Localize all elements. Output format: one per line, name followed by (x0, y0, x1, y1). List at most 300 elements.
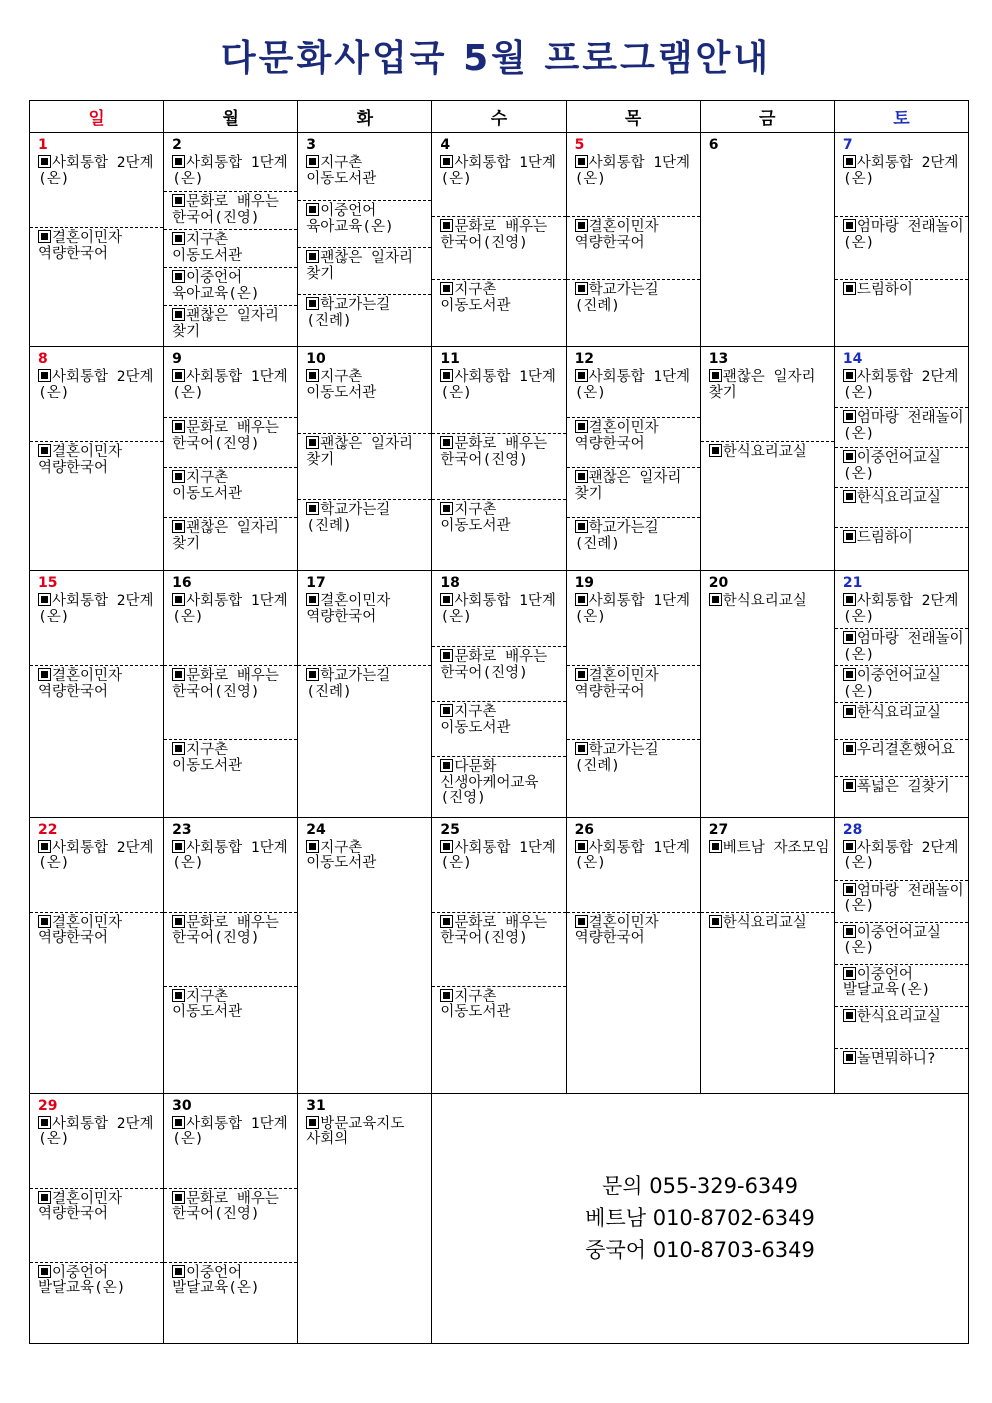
checkbox-bullet-icon (843, 410, 856, 423)
contact-line-vietnamese: 베트남 010-8702-6349 (585, 1206, 815, 1230)
day-number: 11 (440, 351, 460, 368)
day-number: 28 (842, 821, 863, 838)
program-label: 한식요리교실 (722, 593, 807, 610)
checkbox-bullet-icon (306, 668, 319, 681)
day-number: 2 (172, 137, 182, 153)
program-label: 사회통합 1단계(온) (574, 369, 691, 401)
program-label: 사회통합 2단계(온) (38, 155, 154, 187)
checkbox-bullet-icon (709, 840, 722, 853)
checkbox-bullet-icon (172, 420, 185, 433)
program-label: 문화로 배우는 한국어(진영) (172, 420, 279, 452)
checkbox-bullet-icon (38, 230, 51, 243)
program-item (30, 591, 163, 665)
checkbox-bullet-icon (172, 470, 185, 483)
weekday-header-row (30, 101, 969, 133)
checkbox-bullet-icon (843, 1051, 856, 1064)
checkbox-bullet-icon (843, 593, 856, 606)
program-label: 엄마랑 전래놀이(온) (842, 631, 964, 663)
program-item (164, 838, 297, 912)
day-number: 22 (38, 821, 58, 838)
checkbox-bullet-icon (172, 989, 185, 1002)
program-list (30, 1114, 163, 1336)
program-label: 괜찮은 일자리 찾기 (306, 250, 414, 282)
program-item (567, 216, 700, 279)
checkbox-bullet-icon (440, 704, 453, 717)
checkbox-bullet-icon (172, 194, 185, 207)
program-item (164, 367, 297, 417)
program-item (30, 153, 163, 227)
program-item (298, 591, 431, 665)
program-item (30, 665, 163, 739)
program-label: 지구촌 이동도서관 (172, 988, 243, 1021)
program-label: 이중언어교실(온) (842, 668, 941, 700)
day-number: 12 (574, 351, 595, 368)
program-item (164, 986, 297, 1060)
program-list (164, 367, 297, 567)
program-label: 결혼이민자 역량한국어 (306, 593, 391, 625)
program-label: 결혼이민자 역량한국어 (38, 230, 123, 262)
checkbox-bullet-icon (38, 840, 51, 853)
program-list (30, 838, 163, 986)
day-cell (30, 571, 164, 817)
program-list (298, 1114, 431, 1188)
checkbox-bullet-icon (172, 1265, 185, 1278)
checkbox-bullet-icon (843, 925, 856, 938)
day-cell (164, 347, 298, 571)
checkbox-bullet-icon (172, 593, 185, 606)
day-cell (30, 133, 164, 347)
weekday-wednesday: 수 (432, 101, 566, 133)
program-item (298, 153, 431, 200)
day-number: 8 (38, 351, 48, 368)
program-item (567, 838, 700, 912)
checkbox-bullet-icon (172, 308, 185, 321)
program-label: 사회통합 1단계(온) (172, 155, 288, 187)
program-label: 결혼이민자 역량한국어 (574, 914, 659, 947)
program-item (164, 229, 297, 267)
checkbox-bullet-icon (575, 840, 588, 853)
checkbox-bullet-icon (843, 450, 856, 463)
day-number: 30 (172, 1097, 192, 1114)
program-item (835, 407, 968, 447)
checkbox-bullet-icon (843, 282, 856, 295)
program-item (164, 912, 297, 986)
program-list (835, 153, 968, 342)
program-label: 엄마랑 전래놀이(온) (842, 882, 964, 915)
program-item (164, 417, 297, 467)
program-label: 괜찮은 일자리 찾기 (708, 369, 816, 401)
program-item (835, 527, 968, 567)
program-item (567, 279, 700, 342)
program-item (298, 247, 431, 294)
program-item (30, 838, 163, 912)
program-label: 엄마랑 전래놀이(온) (842, 410, 964, 442)
checkbox-bullet-icon (38, 155, 51, 168)
program-item (164, 153, 297, 191)
checkbox-bullet-icon (172, 369, 185, 382)
day-cell (30, 347, 164, 571)
program-item (701, 591, 834, 665)
contact-line-inquiry: 문의 055-329-6349 (601, 1174, 799, 1198)
day-number: 24 (306, 821, 326, 838)
checkbox-bullet-icon (709, 444, 722, 457)
program-label: 드림하이 (856, 530, 913, 547)
program-item (30, 367, 163, 441)
program-item (835, 964, 968, 1006)
day-number: 26 (574, 821, 595, 838)
program-list (164, 838, 297, 1060)
checkbox-bullet-icon (172, 232, 185, 245)
program-list (835, 838, 968, 1090)
program-list (835, 367, 968, 567)
day-cell (834, 133, 968, 347)
checkbox-bullet-icon (843, 631, 856, 644)
checkbox-bullet-icon (306, 1116, 319, 1129)
program-label: 사회통합 1단계(온) (574, 593, 691, 625)
program-item (164, 517, 297, 567)
program-label: 사회통합 2단계(온) (38, 593, 154, 625)
checkbox-bullet-icon (172, 155, 185, 168)
program-list (432, 838, 565, 1060)
day-number: 19 (574, 575, 595, 592)
program-item (298, 200, 431, 247)
program-label: 결혼이민자 역량한국어 (38, 1190, 123, 1223)
program-item (567, 367, 700, 417)
checkbox-bullet-icon (843, 219, 856, 232)
day-cell (298, 347, 432, 571)
day-number: 9 (172, 351, 182, 368)
program-item (567, 517, 700, 567)
day-cell (700, 133, 834, 347)
program-list (432, 591, 565, 811)
day-number: 27 (708, 821, 729, 838)
day-cell (298, 817, 432, 1093)
program-item (432, 499, 565, 565)
program-label: 문화로 배우는 한국어(진영) (172, 194, 279, 226)
program-label: 사회통합 2단계(온) (842, 369, 959, 401)
week-row (30, 133, 969, 347)
checkbox-bullet-icon (172, 1191, 185, 1204)
checkbox-bullet-icon (38, 369, 51, 382)
program-label: 괜찮은 일자리 찾기 (172, 308, 279, 340)
checkbox-bullet-icon (843, 883, 856, 896)
day-cell (164, 817, 298, 1093)
program-item (432, 433, 565, 499)
checkbox-bullet-icon (843, 490, 856, 503)
day-number: 20 (708, 575, 729, 592)
program-label: 문화로 배우는 한국어(진영) (172, 668, 279, 700)
program-label: 이중언어교실(온) (842, 450, 941, 482)
program-label: 사회통합 1단계(온) (440, 593, 556, 625)
program-label: 결혼이민자 역량한국어 (38, 668, 123, 700)
program-item (567, 153, 700, 216)
checkbox-bullet-icon (575, 420, 588, 433)
day-cell (30, 1093, 164, 1343)
day-cell (566, 571, 700, 817)
program-item (30, 1262, 163, 1336)
program-label: 사회통합 1단계(온) (440, 155, 556, 187)
program-item (298, 1114, 431, 1188)
program-item (567, 912, 700, 986)
day-cell (566, 347, 700, 571)
program-label: 지구촌 이동도서관 (440, 502, 511, 534)
program-label: 사회통합 1단계(온) (574, 839, 691, 872)
program-list (164, 1114, 297, 1336)
program-item (432, 912, 565, 986)
program-list (164, 591, 297, 813)
program-label: 문화로 배우는 한국어(진영) (440, 649, 548, 681)
program-item (835, 1006, 968, 1048)
program-label: 지구촌 이동도서관 (172, 470, 243, 502)
program-label: 학교가는길 (진례) (306, 297, 391, 329)
program-item (701, 367, 834, 441)
program-label: 베트남 자조모임 (722, 839, 830, 856)
program-item (567, 417, 700, 467)
checkbox-bullet-icon (843, 840, 856, 853)
program-label: 한식요리교실 (856, 705, 941, 722)
program-list (567, 367, 700, 567)
page-title: 다문화사업국 5월 프로그램안내 (220, 38, 772, 79)
program-list (30, 367, 163, 515)
day-cell (834, 817, 968, 1093)
program-item (835, 487, 968, 527)
checkbox-bullet-icon (440, 915, 453, 928)
program-label: 한식요리교실 (856, 490, 941, 507)
program-label: 방문교육지도 사회의 (306, 1115, 405, 1148)
program-label: 학교가는길 (진례) (306, 502, 391, 534)
program-label: 한식요리교실 (722, 914, 807, 931)
day-cell (700, 817, 834, 1093)
checkbox-bullet-icon (306, 593, 319, 606)
program-item (164, 191, 297, 229)
program-item (835, 628, 968, 665)
program-item (164, 1114, 297, 1188)
contact-info (430, 1170, 970, 1266)
program-label: 이중언어교실(온) (842, 924, 941, 957)
program-item (835, 838, 968, 880)
program-list (835, 591, 968, 813)
program-item (432, 838, 565, 912)
checkbox-bullet-icon (575, 219, 588, 232)
program-label: 학교가는길 (진례) (574, 742, 659, 774)
program-list (298, 591, 431, 739)
checkbox-bullet-icon (172, 668, 185, 681)
program-list (701, 838, 834, 986)
checkbox-bullet-icon (843, 779, 856, 792)
day-cell (30, 817, 164, 1093)
program-item (164, 305, 297, 343)
day-number: 18 (440, 575, 460, 592)
program-label: 지구촌 이동도서관 (440, 282, 511, 314)
program-label: 우리결혼했어요 (856, 742, 955, 759)
program-item (432, 153, 565, 216)
weekday-friday: 금 (700, 101, 834, 133)
program-item (567, 739, 700, 813)
program-item (432, 216, 565, 279)
checkbox-bullet-icon (575, 470, 588, 483)
program-list (567, 591, 700, 813)
checkbox-bullet-icon (440, 593, 453, 606)
checkbox-bullet-icon (440, 369, 453, 382)
program-label: 결혼이민자 역량한국어 (574, 668, 659, 700)
checkbox-bullet-icon (843, 967, 856, 980)
program-item (164, 267, 297, 305)
checkbox-bullet-icon (575, 915, 588, 928)
program-item (701, 912, 834, 986)
checkbox-bullet-icon (843, 155, 856, 168)
program-item (567, 665, 700, 739)
program-label: 이중언어 발달교육(온) (172, 1264, 260, 1297)
checkbox-bullet-icon (440, 840, 453, 853)
day-cell (164, 1093, 298, 1343)
program-label: 결혼이민자 역량한국어 (574, 219, 659, 251)
program-item (835, 216, 968, 279)
day-number: 10 (306, 351, 326, 368)
checkbox-bullet-icon (306, 436, 319, 449)
program-item (298, 838, 431, 912)
program-item (567, 591, 700, 665)
checkbox-bullet-icon (575, 282, 588, 295)
checkbox-bullet-icon (709, 593, 722, 606)
program-label: 지구촌 이동도서관 (440, 704, 511, 736)
program-label: 학교가는길 (진례) (574, 520, 659, 552)
program-list (701, 367, 834, 515)
program-list (164, 153, 297, 343)
program-label: 지구촌 이동도서관 (306, 839, 377, 872)
week-row (30, 817, 969, 1093)
program-label: 이중언어 발달교육(온) (842, 966, 931, 999)
program-label: 문화로 배우는 한국어(진영) (440, 914, 548, 947)
day-number: 3 (306, 137, 317, 153)
program-item (835, 591, 968, 628)
program-label: 결혼이민자 역량한국어 (38, 914, 123, 947)
program-list (701, 591, 834, 665)
day-cell (298, 571, 432, 817)
day-cell (164, 571, 298, 817)
checkbox-bullet-icon (172, 520, 185, 533)
program-list (30, 153, 163, 301)
day-cell (164, 133, 298, 347)
program-item (835, 739, 968, 776)
program-item (298, 294, 431, 341)
checkbox-bullet-icon (38, 1191, 51, 1204)
program-item (835, 702, 968, 739)
day-cell (432, 571, 566, 817)
checkbox-bullet-icon (306, 203, 319, 216)
checkbox-bullet-icon (306, 369, 319, 382)
program-label: 이중언어 발달교육(온) (38, 1264, 126, 1297)
program-item (835, 880, 968, 922)
program-list (432, 153, 565, 342)
checkbox-bullet-icon (440, 759, 453, 772)
program-item (30, 441, 163, 515)
program-label: 이중언어 육아교육(온) (306, 203, 394, 235)
contact-line-chinese: 중국어 010-8703-6349 (585, 1238, 815, 1262)
program-label: 괜찮은 일자리 찾기 (574, 470, 682, 502)
program-item (835, 776, 968, 813)
weekday-monday: 월 (164, 101, 298, 133)
program-label: 사회통합 1단계(온) (172, 593, 288, 625)
program-label: 사회통합 1단계(온) (172, 369, 288, 401)
program-item (298, 665, 431, 739)
day-number: 5 (574, 137, 585, 153)
program-item (835, 279, 968, 342)
day-cell (432, 817, 566, 1093)
day-number: 23 (172, 821, 192, 838)
day-cell (700, 347, 834, 571)
program-item (432, 591, 565, 646)
program-item (432, 646, 565, 701)
day-cell (834, 347, 968, 571)
program-label: 사회통합 2단계(온) (38, 839, 154, 872)
week-row (30, 571, 969, 817)
program-label: 사회통합 1단계(온) (574, 155, 691, 187)
program-label: 놀면뭐하니? (856, 1050, 936, 1067)
program-label: 문화로 배우는 한국어(진영) (172, 1190, 279, 1223)
day-number: 15 (38, 575, 58, 592)
program-item (164, 467, 297, 517)
day-cell (566, 133, 700, 347)
program-label: 학교가는길 (진례) (306, 668, 391, 700)
program-label: 문화로 배우는 한국어(진영) (440, 436, 548, 468)
checkbox-bullet-icon (38, 1265, 51, 1278)
checkbox-bullet-icon (306, 840, 319, 853)
checkbox-bullet-icon (172, 742, 185, 755)
day-number: 25 (440, 821, 460, 838)
program-label: 지구촌 이동도서관 (306, 369, 377, 401)
day-number: 14 (842, 351, 863, 368)
checkbox-bullet-icon (172, 270, 185, 283)
program-item (835, 922, 968, 964)
program-item (164, 739, 297, 813)
program-label: 문화로 배우는 한국어(진영) (440, 219, 548, 251)
program-list (567, 838, 700, 986)
program-label: 결혼이민자 역량한국어 (574, 420, 659, 452)
day-number: 21 (842, 575, 863, 592)
program-item (164, 665, 297, 739)
checkbox-bullet-icon (440, 436, 453, 449)
program-label: 괜찮은 일자리 찾기 (306, 436, 414, 468)
weekday-thursday: 목 (566, 101, 700, 133)
program-item (30, 1188, 163, 1262)
program-item (835, 1048, 968, 1090)
day-number: 6 (708, 137, 719, 153)
checkbox-bullet-icon (172, 840, 185, 853)
day-cell (298, 1093, 432, 1343)
checkbox-bullet-icon (575, 520, 588, 533)
program-item (164, 591, 297, 665)
day-cell (566, 817, 700, 1093)
checkbox-bullet-icon (440, 989, 453, 1002)
program-label: 사회통합 2단계(온) (842, 839, 959, 872)
checkbox-bullet-icon (843, 369, 856, 382)
program-item (164, 1262, 297, 1336)
program-label: 엄마랑 전래놀이(온) (842, 219, 964, 251)
day-number: 7 (842, 137, 853, 153)
checkbox-bullet-icon (172, 1116, 185, 1129)
program-list (432, 367, 565, 565)
program-label: 사회통합 2단계(온) (38, 369, 154, 401)
program-item (835, 367, 968, 407)
program-label: 지구촌 이동도서관 (440, 988, 511, 1021)
week-row (30, 347, 969, 571)
program-label: 드림하이 (856, 282, 913, 298)
program-label: 사회통합 1단계(온) (440, 839, 556, 872)
program-list (30, 591, 163, 739)
checkbox-bullet-icon (172, 915, 185, 928)
checkbox-bullet-icon (440, 282, 453, 295)
program-item (30, 1114, 163, 1188)
